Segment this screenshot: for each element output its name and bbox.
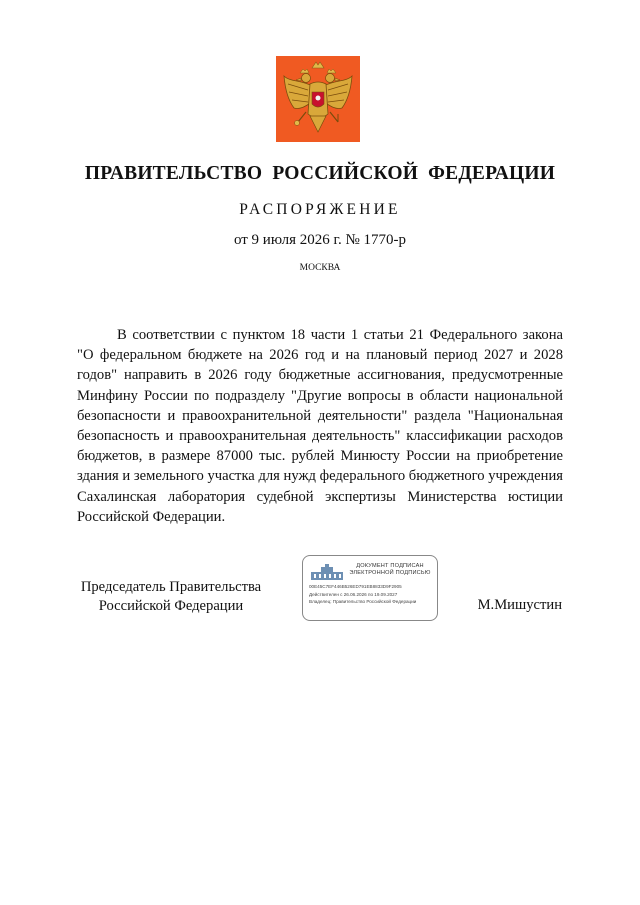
double-headed-eagle-icon	[276, 56, 360, 142]
electronic-signature-stamp	[302, 555, 438, 621]
signatory-position-line1: Председатель Правительства	[80, 579, 262, 595]
signatory-position	[70, 578, 272, 616]
signatory-name: М.Мишустин	[477, 597, 562, 613]
stamp-validity: Действителен с 26.06.2026 по 19.09.2027	[309, 592, 398, 597]
government-building-icon	[311, 564, 343, 580]
document-date-number: от 9 июля 2026 г. № 1770-р	[233, 232, 407, 248]
document-type: РАСПОРЯЖЕНИЕ	[239, 201, 401, 218]
stamp-heading	[345, 563, 435, 577]
government-title: ПРАВИТЕЛЬСТВО РОССИЙСКОЙ ФЕДЕРАЦИИ	[84, 163, 556, 184]
document-city: МОСКВА	[299, 263, 341, 273]
signatory-position-line2: Российской Федерации	[98, 598, 244, 614]
coat-of-arms-emblem	[276, 56, 360, 142]
stamp-owner: Владелец: Правительство Российской Федерации	[309, 599, 417, 604]
stamp-heading-line2: ЭЛЕКТРОННОЙ ПОДПИСЬЮ	[349, 570, 431, 576]
order-paragraph: В соответствии с пунктом 18 части 1 статьи 21 Федерального закона "О федеральном бюджете на 2026 год и на плановый период 2027 и 2028 годов" направить в 2026 году бюджетные ассигнования, предусмотренные Минфину России по подразделу "Другие вопросы в области национальной безопасности и правоохранительной деятельности" раздела "Национальная безопасность и правоохранительная деятельность" классификации расходов бюджетов, в размере 87000 тыс. рублей Минюсту России на приобретение здания и земельного участка для нужд федерального бюджетного учреждения Сахалинская лаборатория судебной экспертизы Министерства юстиции Российской Федерации.	[77, 327, 563, 525]
stamp-certificate: 00E45C7EF446B526ED791EB8833D9F2905	[309, 584, 402, 589]
stamp-heading-line1: ДОКУМЕНТ ПОДПИСАН	[356, 563, 424, 569]
